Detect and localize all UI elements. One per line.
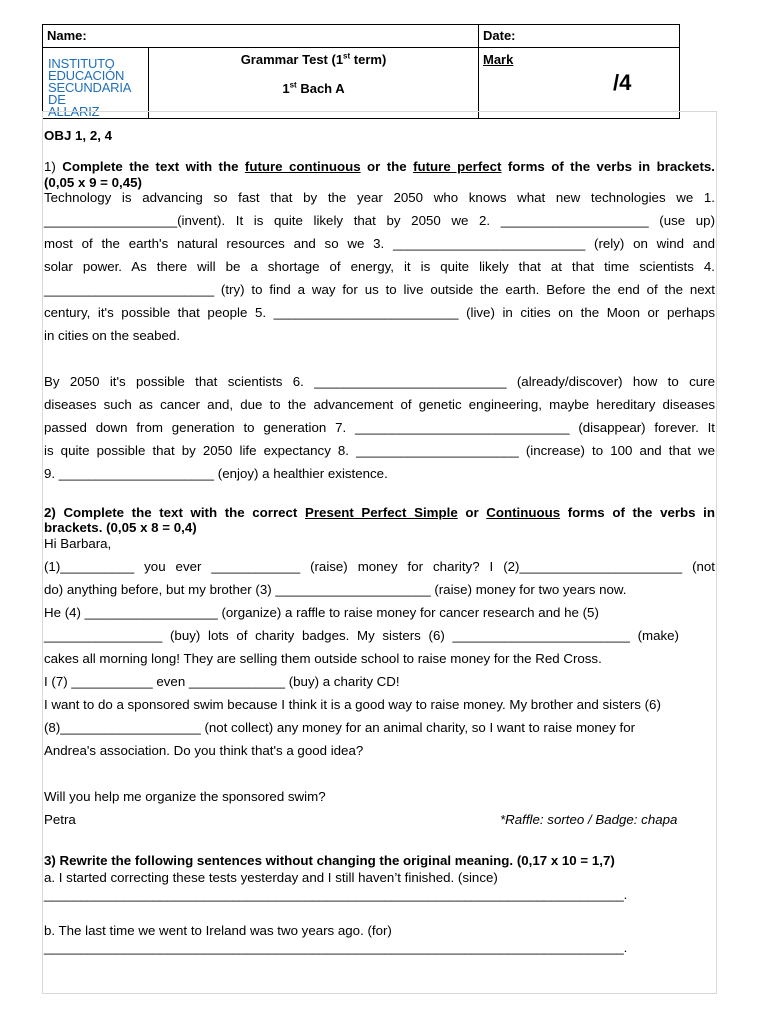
ex3-sentence-a: a. I started correcting these tests yesterday and I still haven’t finished. (since) [44, 870, 498, 885]
ex2-signature: Petra [44, 812, 76, 827]
ex1-line: in cities on the seabed. [44, 328, 181, 343]
ex3-answer-line-a[interactable]: ________________________________________________________________________________. [44, 887, 628, 902]
ex1-line[interactable]: most of the earth's natural resources and so we 3. __________________________ (rely) on wind and [44, 236, 715, 251]
date-cell[interactable] [479, 25, 680, 48]
ex2-line: Andrea's association. Do you think that's a good idea? [44, 743, 364, 758]
name-cell[interactable] [43, 25, 479, 48]
ex2-line: Will you help me organize the sponsored swim? [44, 789, 326, 804]
ex1-heading: 1) Complete the text with the future continuous or the future perfect forms of the verbs in brackets. [44, 159, 715, 174]
mark-label: Mark [483, 52, 514, 67]
ex2-line[interactable]: I (7) ___________ even _____________ (buy) a charity CD! [44, 674, 400, 689]
ex3-heading: 3) Rewrite the following sentences without changing the original meaning. (0,17 x 10 = 1,7) [44, 853, 615, 868]
ex2-line: Hi Barbara, [44, 536, 112, 551]
mark-cell[interactable] [479, 48, 680, 119]
ex1-line[interactable]: is quite possible that by 2050 life expectancy 8. ______________________ (increase) to 100 and that we [44, 443, 715, 458]
ex2-line[interactable]: (1)__________ you ever ____________ (raise) money for charity? I (2)______________________ (not [44, 559, 715, 574]
ex1-line: Technology is advancing so fast that by the year 2050 who knows what new technologies we 1. [44, 190, 715, 205]
ex2-line: cakes all morning long! They are selling them outside school to raise money for the Red Cross. [44, 651, 602, 666]
header-table [42, 24, 680, 119]
ex3-sentence-b: b. The last time we went to Ireland was two years ago. (for) [44, 923, 392, 938]
ex1-line[interactable]: 9. _____________________ (enjoy) a healthier existence. [44, 466, 388, 481]
ex2-line[interactable]: ________________ (buy) lots of charity badges. My sisters (6) ________________________ (make) [44, 628, 679, 643]
mark-total: /4 [613, 70, 632, 95]
name-label: Name: [47, 28, 87, 43]
ex2-line[interactable]: (8)___________________ (not collect) any money for an animal charity, so I want to raise money for [44, 720, 636, 735]
ex1-line[interactable]: passed down from generation to generation 7. _____________________________ (disappear) forever. It [44, 420, 715, 435]
school-line-1: INSTITUTO EDUCACIÓN [48, 56, 125, 83]
ex1-line[interactable]: century, it's possible that people 5. _________________________ (live) in cities on the Moon or perhaps [44, 305, 715, 320]
school-line-2: SECUNDARIA DE [48, 80, 131, 107]
test-title-cell [149, 48, 479, 119]
test-title: Grammar Test (1st term) [240, 51, 387, 67]
ex2-line[interactable]: do) anything before, but my brother (3) _____________________ (raise) money for two years now. [44, 582, 627, 597]
date-label: Date: [483, 28, 516, 43]
objectives: OBJ 1, 2, 4 [44, 128, 112, 143]
ex1-line: solar power. As there will be a shortage of energy, it is quite likely that at that time scientists 4. [44, 259, 715, 274]
class-group: 1st Bach A [282, 80, 345, 96]
ex1-points: (0,05 x 9 = 0,45) [44, 175, 142, 190]
school-line-3: ALLARIZ [48, 104, 100, 119]
school-logo [43, 48, 149, 119]
ex3-answer-line-b[interactable]: ________________________________________________________________________________. [44, 940, 628, 955]
ex1-line[interactable]: __________________(invent). It is quite likely that by 2050 we 2. ____________________ (use up) [44, 213, 715, 228]
ex2-line: I want to do a sponsored swim because I think it is a good way to raise money. My brother and sisters (6) [44, 697, 661, 712]
ex1-line: diseases such as cancer and, due to the advancement of genetic engineering, maybe hereditary diseases [44, 397, 715, 412]
ex1-line[interactable]: _______________________ (try) to find a way for us to live outside the earth. Before the end of the next [44, 282, 715, 297]
ex1-line[interactable]: By 2050 it's possible that scientists 6. __________________________ (already/discover) how to cure [44, 374, 715, 389]
ex2-heading-points: brackets. (0,05 x 8 = 0,4) [44, 520, 197, 535]
vocab-note: *Raffle: sorteo / Badge: chapa [500, 812, 678, 827]
ex2-heading: 2) Complete the text with the correct Present Perfect Simple or Continuous forms of the verbs in [44, 505, 715, 520]
ex2-line[interactable]: He (4) __________________ (organize) a raffle to raise money for cancer research and he (5) [44, 605, 599, 620]
